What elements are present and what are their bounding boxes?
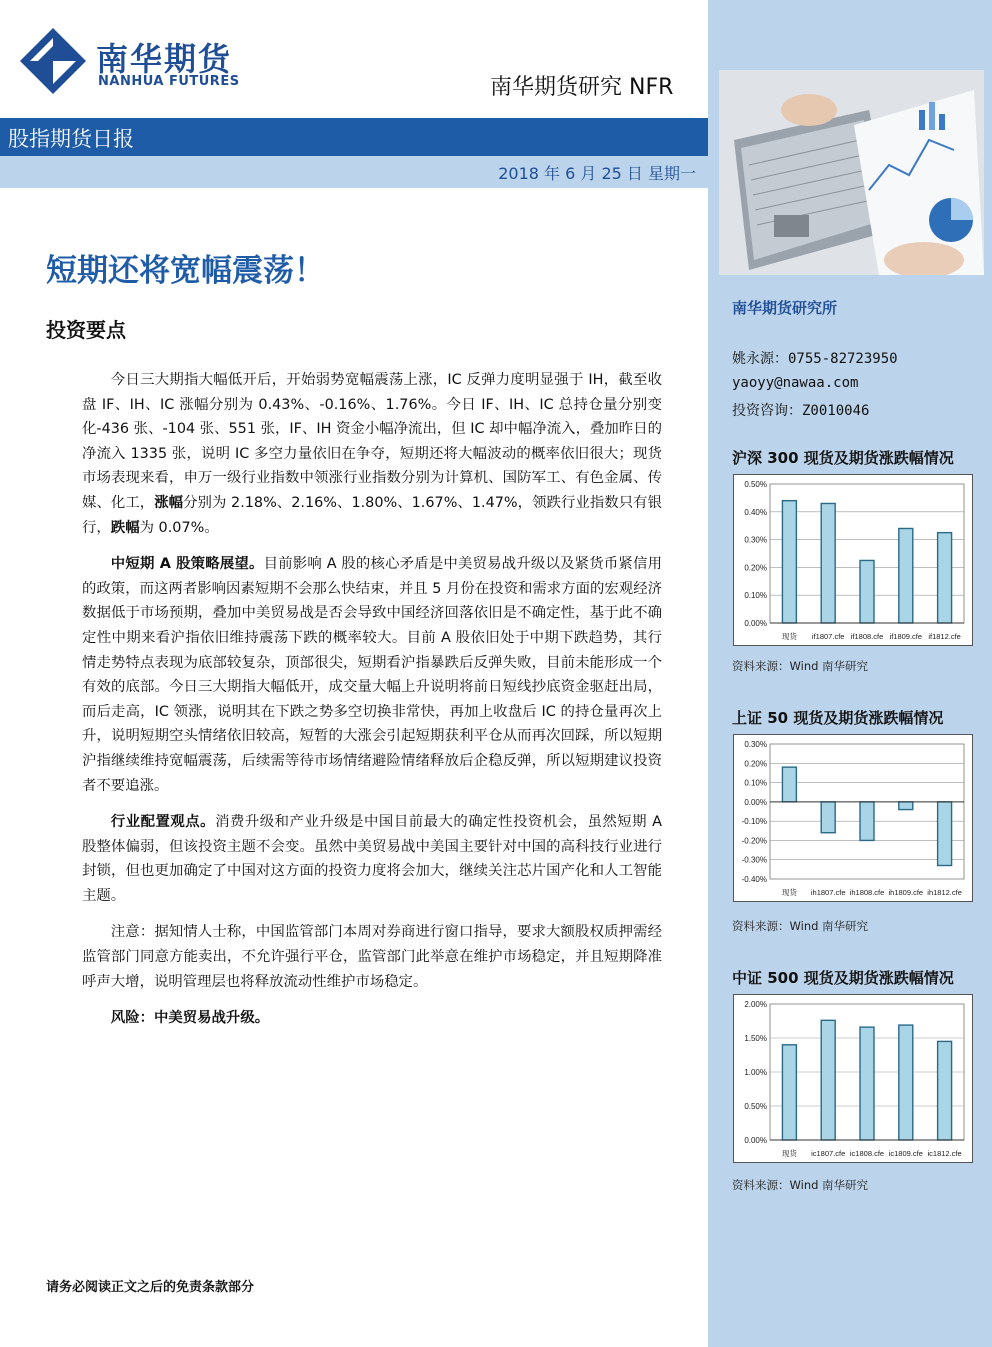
x-tick-label: 现货 (781, 888, 797, 897)
x-tick-label: if1809.cfe (889, 632, 923, 641)
bar (860, 1027, 874, 1140)
x-tick-label: ih1808.cfe (849, 888, 885, 897)
p2-text: 目前影响 A 股的核心矛盾是中美贸易战升级以及紧货币紧信用的政策，而这两者影响因素短期不会那么快结束，并且 5 月份在投资和需求方面的宏观经济数据低于市场预期，叠加中美贸易战是否会导致中国经济回落依旧是不确定性，基于此不确定性中期来看沪指依旧维持震荡下跌的概率较大。目前 A 股依旧处于中期下跌趋势，其行情走势特点表现为底部较复杂，顶部很尖，短期看沪指暴跌后反弹失败，目前未能形成一个有效的底部。今日三大期指大幅低开，成交量大幅上升说明将前日短线抄底资金驱赶出局，而后走高，IC 领涨，说明其在下跌之势多空切换非常快，再加上收盘后 IC 的持仓量再次上升，说明短期空头情绪依旧较高，短暂的大涨会引起短期获利平仓从而再次回踩，所以短期沪指继续维持宽幅震荡，后续需等待市场情绪避险情绪释放后企稳反弹，所以短期建议投资者不要追涨。 (82, 556, 662, 794)
y-tick-label: 0.10% (744, 778, 767, 788)
bar (899, 528, 913, 623)
bar (860, 802, 874, 841)
chart-title-sz50: 上证 50 现货及期货涨跌幅情况 (732, 709, 944, 727)
x-tick-label: ic1807.cfe (811, 1149, 846, 1158)
disclaimer-footer: 请务必阅读正文之后的免责条款部分 (46, 1280, 255, 1295)
bar (821, 802, 835, 833)
paragraph-strategy (82, 552, 662, 798)
y-tick-label: 0.00% (744, 1136, 767, 1145)
logo-mark-icon (20, 28, 86, 94)
x-tick-label: ih1812.cfe (927, 888, 962, 897)
y-tick-label: 2.00% (744, 1000, 767, 1009)
article-body (82, 368, 662, 1043)
chart-sz50 (733, 734, 973, 902)
bar (860, 560, 874, 623)
chart-title-hs300: 沪深 300 现货及期货涨跌幅情况 (732, 449, 954, 467)
y-tick-label: 0.00% (744, 797, 767, 807)
analyst-email[interactable]: yaoyy@nawaa.com (732, 375, 859, 391)
y-tick-label: 0.50% (744, 480, 767, 489)
x-tick-label: if1808.cfe (850, 632, 884, 641)
x-tick-label: ic1812.cfe (927, 1149, 962, 1158)
y-tick-label: -0.20% (741, 836, 767, 846)
risk-text: 风险：中美贸易战升级。 (110, 1010, 270, 1027)
y-tick-label: 0.30% (744, 740, 767, 749)
paragraph-sector (82, 810, 662, 908)
chart-source-sz50: 资料来源：Wind 南华研究 (732, 919, 869, 933)
report-date: 2018 年 6 月 25 日 星期一 (498, 164, 696, 183)
y-tick-label: 0.20% (744, 563, 767, 573)
bar (938, 533, 952, 623)
section-title: 投资要点 (46, 318, 126, 342)
bar (782, 1045, 796, 1140)
logo-chinese-name: 南华期货 (96, 40, 233, 78)
chart-svg (734, 475, 972, 647)
p1-bold-loss: 跌幅 (110, 519, 140, 536)
laptop-chart-photo (719, 70, 984, 275)
chart-title-zz500: 中证 500 现货及期货涨跌幅情况 (732, 969, 954, 987)
p1-text-a: 今日三大期指大幅低开后，开始弱势宽幅震荡上涨，IC 反弹力度明显强于 IH，截至收盘 IF、IH、IC 涨幅分别为 0.43%、-0.16%、1.76%。今日 IF、IH、IC 总持仓量分别变化-436 张、-104 张、551 张，IF、IH 资金小幅净流出，但 IC 却中幅净流入，叠加昨日的净流入 1335 张，说明 IC 多空力量依旧在争夺，短期还将大幅波动的概率依旧很大；现货市场表现来看，申万一级行业指数中领涨行业指数分别为计算机、国防军工、有色金属、传媒、化工， (82, 372, 662, 511)
x-tick-label: if1812.cfe (928, 632, 961, 641)
bar (899, 802, 913, 810)
p1-text-c: 为 0.07%。 (139, 519, 219, 536)
institute-name: 南华期货研究所 (732, 299, 838, 317)
x-tick-label: ic1809.cfe (888, 1149, 923, 1158)
bar (821, 1020, 835, 1140)
x-tick-label: 现货 (781, 632, 797, 641)
p1-bold-gain: 涨幅 (154, 494, 184, 511)
y-tick-label: 0.40% (744, 507, 767, 517)
y-tick-label: 0.20% (744, 759, 767, 769)
y-tick-label: 1.50% (744, 1034, 767, 1043)
chart-svg (734, 995, 972, 1164)
y-tick-label: -0.30% (741, 855, 767, 865)
bar (938, 1041, 952, 1140)
p3-lead: 行业配置观点。 (110, 814, 216, 831)
bar (821, 503, 835, 623)
bar (782, 767, 796, 802)
p3-text: 消费升级和产业升级是中国目前最大的确定性投资机会，虽然短期 A 股整体偏弱，但该投资主题不会变。虽然中美贸易战中美国主要针对中国的高科技行业进行封锁，但也更加确定了中国对这方面的投资力度将会加大，继续关注芯片国产化和人工智能主题。 (82, 814, 662, 904)
license-number: 投资咨询：Z0010046 (732, 403, 870, 419)
p2-lead: 中短期 A 股策略展望。 (110, 556, 264, 573)
research-tagline: 南华期货研究 NFR (490, 75, 674, 100)
x-tick-label: ih1807.cfe (810, 888, 846, 897)
y-tick-label: 0.30% (744, 535, 767, 545)
x-tick-label: if1807.cfe (811, 632, 845, 641)
y-tick-label: -0.10% (741, 817, 767, 827)
analyst-contact: 姚永源：0755-82723950 (732, 351, 898, 367)
y-tick-label: 0.00% (744, 619, 767, 628)
chart-zz500 (733, 994, 973, 1163)
report-type: 股指期货日报 (8, 127, 134, 151)
x-tick-label: 现货 (781, 1149, 797, 1158)
y-tick-label: 1.00% (744, 1068, 767, 1077)
y-tick-label: 0.50% (744, 1102, 767, 1111)
article-headline: 短期还将宽幅震荡！ (46, 253, 325, 289)
p1-text-b: 分别为 2.18%、2.16%、1.80%、1.67%、1.47%，领跌行业指数只有银行， (82, 494, 662, 536)
x-tick-label: ic1808.cfe (849, 1149, 885, 1158)
logo-english-name: NANHUA FUTURES (98, 74, 240, 89)
chart-source-zz500: 资料来源：Wind 南华研究 (732, 1178, 869, 1192)
company-logo (20, 28, 250, 98)
paragraph-notice: 注意：据知情人士称，中国监管部门本周对券商进行窗口指导，要求大额股权质押需经监管部门同意方能卖出，不允许强行平仓，监管部门此举意在维护市场稳定，并且短期降准呼声大增，说明管理层也将释放流动性维护市场稳定。 (82, 924, 662, 990)
x-tick-label: ih1809.cfe (888, 888, 924, 897)
paragraph-market-summary (82, 368, 662, 540)
chart-svg (734, 735, 972, 903)
date-band (0, 156, 708, 188)
bar (782, 501, 796, 623)
chart-source-hs300: 资料来源：Wind 南华研究 (732, 659, 869, 673)
chart-hs300 (733, 474, 973, 646)
bar (899, 1025, 913, 1140)
report-type-band (0, 118, 708, 156)
paragraph-risk (82, 1006, 662, 1031)
y-tick-label: 0.10% (744, 591, 767, 601)
y-tick-label: -0.40% (741, 875, 767, 884)
bar (938, 802, 952, 866)
